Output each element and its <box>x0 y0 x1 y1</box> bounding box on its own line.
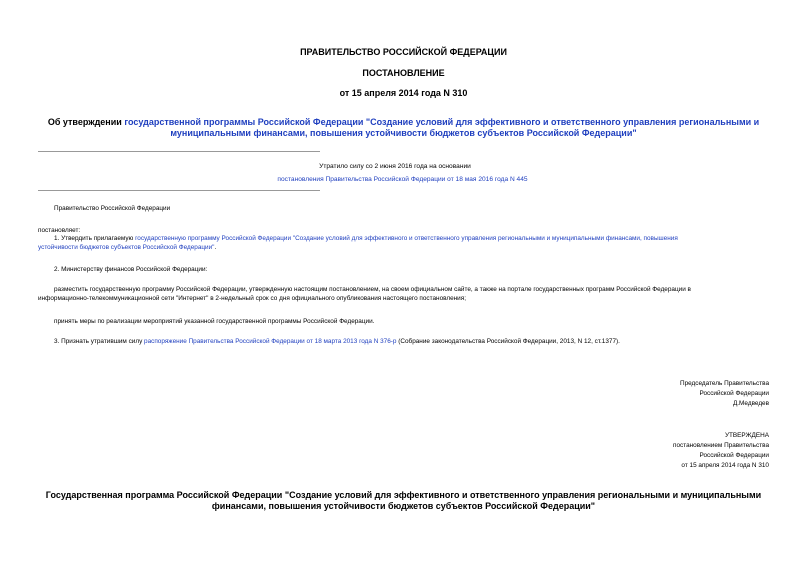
body-government: Правительство Российской Федерации <box>54 205 171 212</box>
p2a-line2: информационно-телекоммуникационной сети "Интернет" в 2-недельный срок со дня официального опубликования настоящего постановления; <box>38 295 466 302</box>
approved-by: постановлением Правительства <box>673 442 769 449</box>
approved-label: УТВЕРЖДЕНА <box>724 432 769 439</box>
header-doc-type: ПОСТАНОВЛЕНИЕ <box>362 68 445 78</box>
approved-block <box>673 431 769 471</box>
p1-link-line1[interactable]: государственную программу Российской Федерации "Создание условий для эффективного и ответственного управления региональными и муниципальными финансами, повышения <box>135 235 678 242</box>
paragraph-3 <box>54 337 620 346</box>
title-link-line2[interactable]: муниципальными финансами, повышения устойчивости бюджетов субъектов Российской Федерации" <box>170 128 637 138</box>
program-title <box>20 490 787 512</box>
paragraph-2: 2. Министерству финансов Российской Федерации: <box>54 266 208 273</box>
signature-country: Российской Федерации <box>699 390 769 397</box>
signature-block <box>680 379 769 409</box>
title-prefix: Об утверждении <box>47 117 125 127</box>
signature-name: Д.Медведев <box>732 400 769 407</box>
paragraph-2a <box>38 285 773 303</box>
header-government: ПРАВИТЕЛЬСТВО РОССИЙСКОЙ ФЕДЕРАЦИИ <box>300 47 507 57</box>
p3-suffix: (Собрание законодательства Российской Федерации, 2013, N 12, ст.1377). <box>396 338 620 345</box>
program-title-line1: Государственная программа Российской Федерации "Создание условий для эффективного и ответственного управления региональными и муниципальными <box>45 490 762 500</box>
notice-text: Утратило силу со 2 июня 2016 года на основании <box>319 163 471 170</box>
signature-title: Председатель Правительства <box>680 380 769 387</box>
body-decrees: постановляет: <box>38 227 81 234</box>
p3-prefix: 3. Признать утратившим силу <box>54 338 145 345</box>
document-title <box>20 117 787 139</box>
header-date-number: от 15 апреля 2014 года N 310 <box>339 88 468 98</box>
approved-country: Российской Федерации <box>699 452 769 459</box>
p1-suffix: . <box>214 244 217 251</box>
program-title-line2: финансами, повышения устойчивости бюджетов субъектов Российской Федерации" <box>211 501 596 511</box>
divider-top <box>38 151 320 152</box>
p1-prefix: 1. Утвердить прилагаемую <box>54 235 136 242</box>
p3-link[interactable]: распоряжение Правительства Российской Федерации от 18 марта 2013 года N 376-р <box>144 338 397 345</box>
approved-date: от 15 апреля 2014 года N 310 <box>681 462 769 469</box>
notice-link[interactable]: постановления Правительства Российской Федерации от 18 мая 2016 года N 445 <box>277 176 528 183</box>
paragraph-2b: принять меры по реализации мероприятий указанной государственной программы Российской Федерации. <box>54 318 375 325</box>
title-link-line1[interactable]: государственной программы Российской Федерации "Создание условий для эффективного и ответственного управления региональными и <box>124 117 760 127</box>
p1-link-line2[interactable]: устойчивости бюджетов субъектов Российской Федерации" <box>38 244 215 251</box>
title-link[interactable] <box>124 117 759 138</box>
paragraph-1 <box>38 234 773 252</box>
p2a-line1: разместить государственную программу Российской Федерации, утвержденную настоящим постановлением, на своем официальном сайте, а также на портале государственных программ Российской Федерации в <box>54 286 691 293</box>
divider-bottom <box>38 190 320 191</box>
